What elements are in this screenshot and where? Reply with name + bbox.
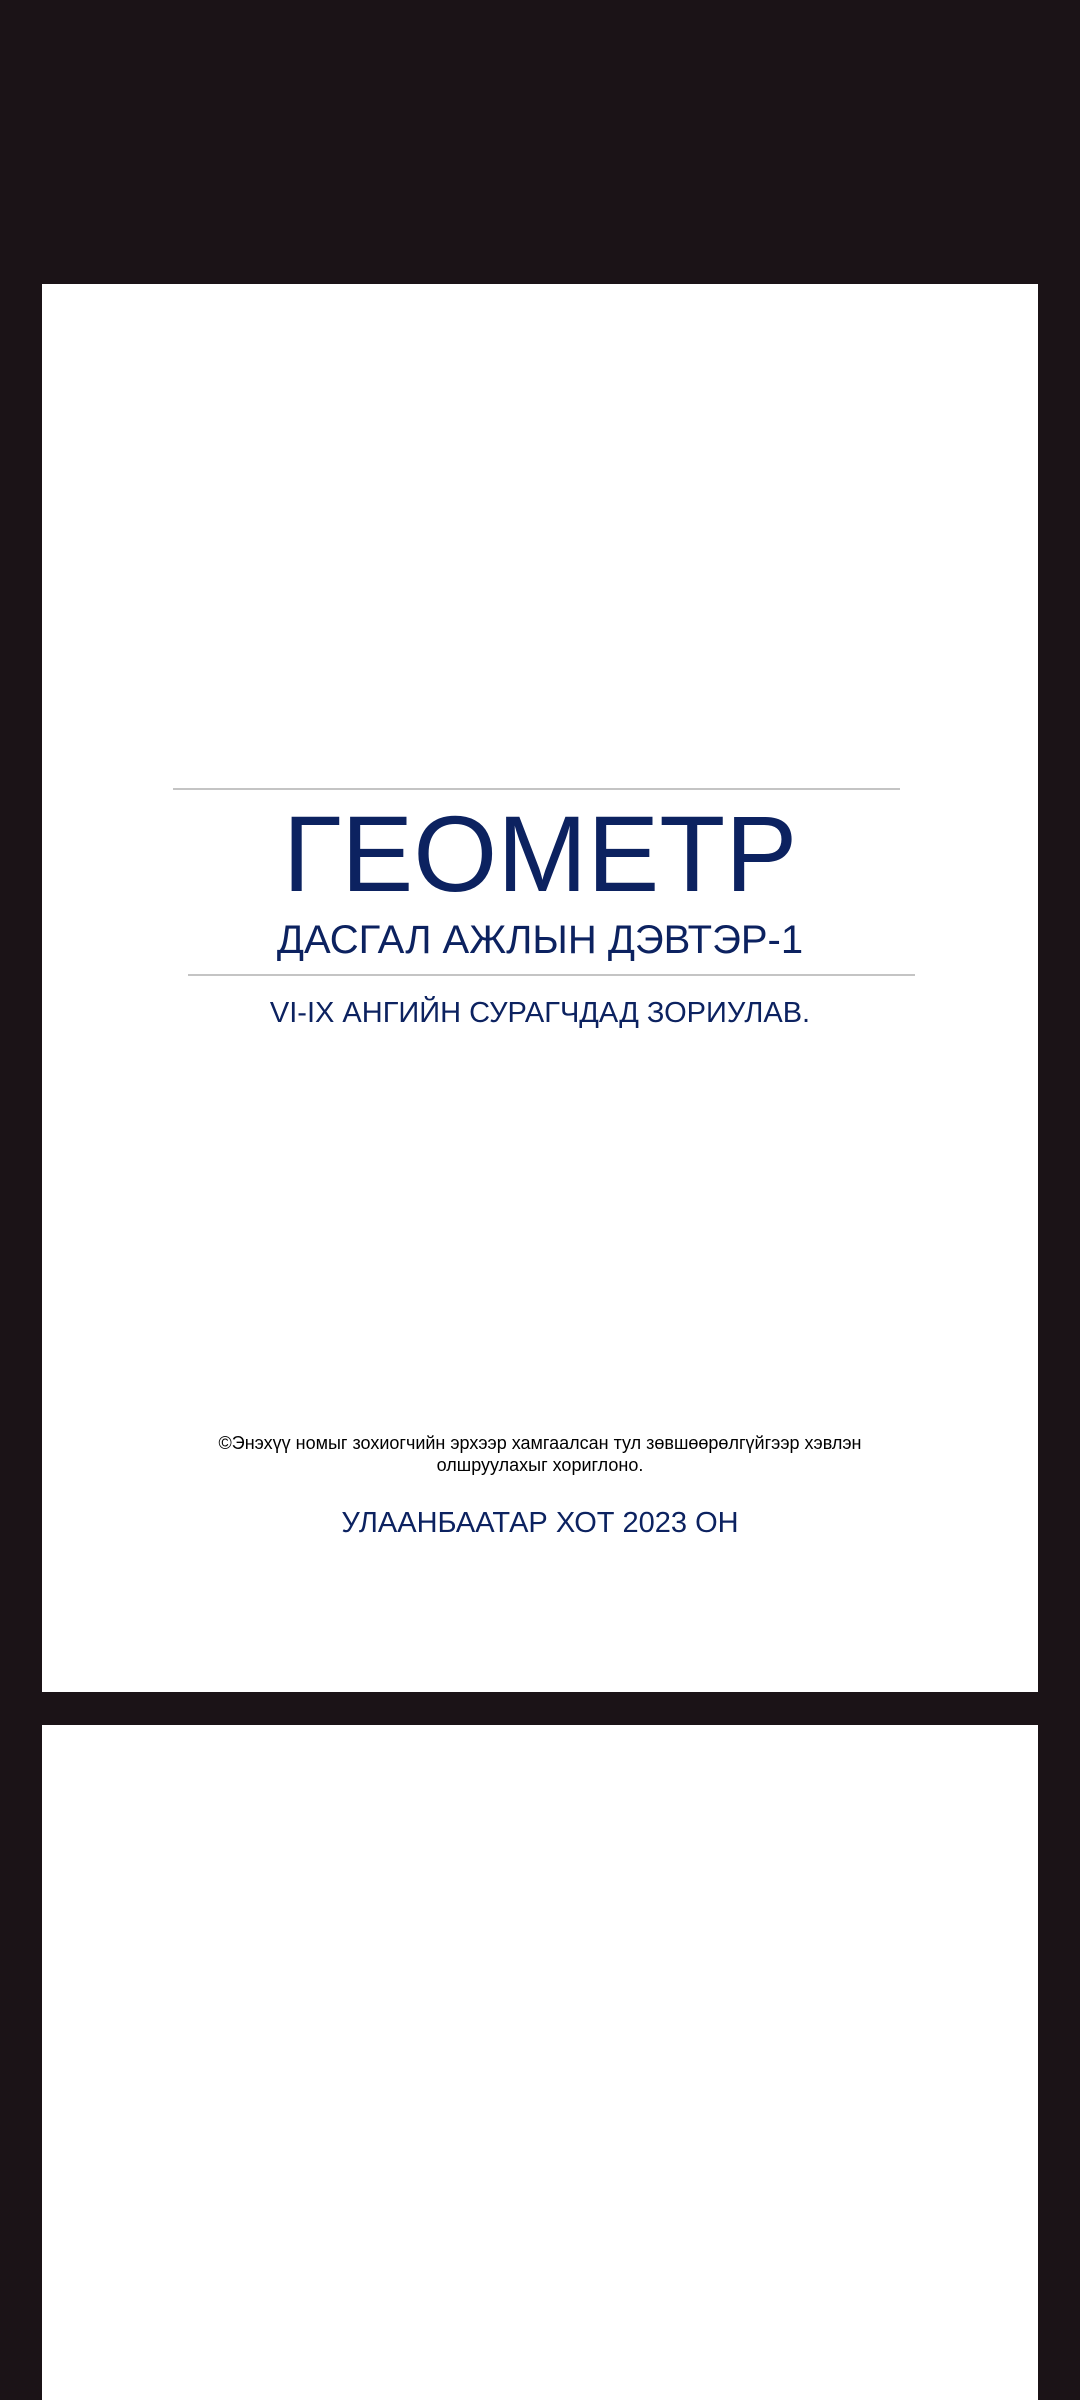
target-audience: VI-IX АНГИЙН СУРАГЧДАД ЗОРИУЛАВ. (269, 997, 811, 1029)
document-subtitle: ДАСГАЛ АЖЛЫН ДЭВТЭР-1 (276, 918, 804, 962)
copyright-line-1: ©Энэхүү номыг зохиогчийн эрхээр хамгаалсан тул зөвшөөрөлгүйгээр хэвлэн (218, 1433, 862, 1453)
copyright-line-2: олшруулахыг хориглоно. (436, 1455, 644, 1475)
document-title: ГЕОМЕТР (282, 793, 798, 914)
title-bottom-rule (188, 974, 915, 976)
document-page-2 (42, 1725, 1038, 2400)
title-top-rule (173, 788, 900, 790)
publication-city-year: УЛААНБААТАР ХОТ 2023 ОН (341, 1507, 739, 1539)
copyright-notice (192, 1432, 888, 1476)
document-page-1 (42, 284, 1038, 1692)
